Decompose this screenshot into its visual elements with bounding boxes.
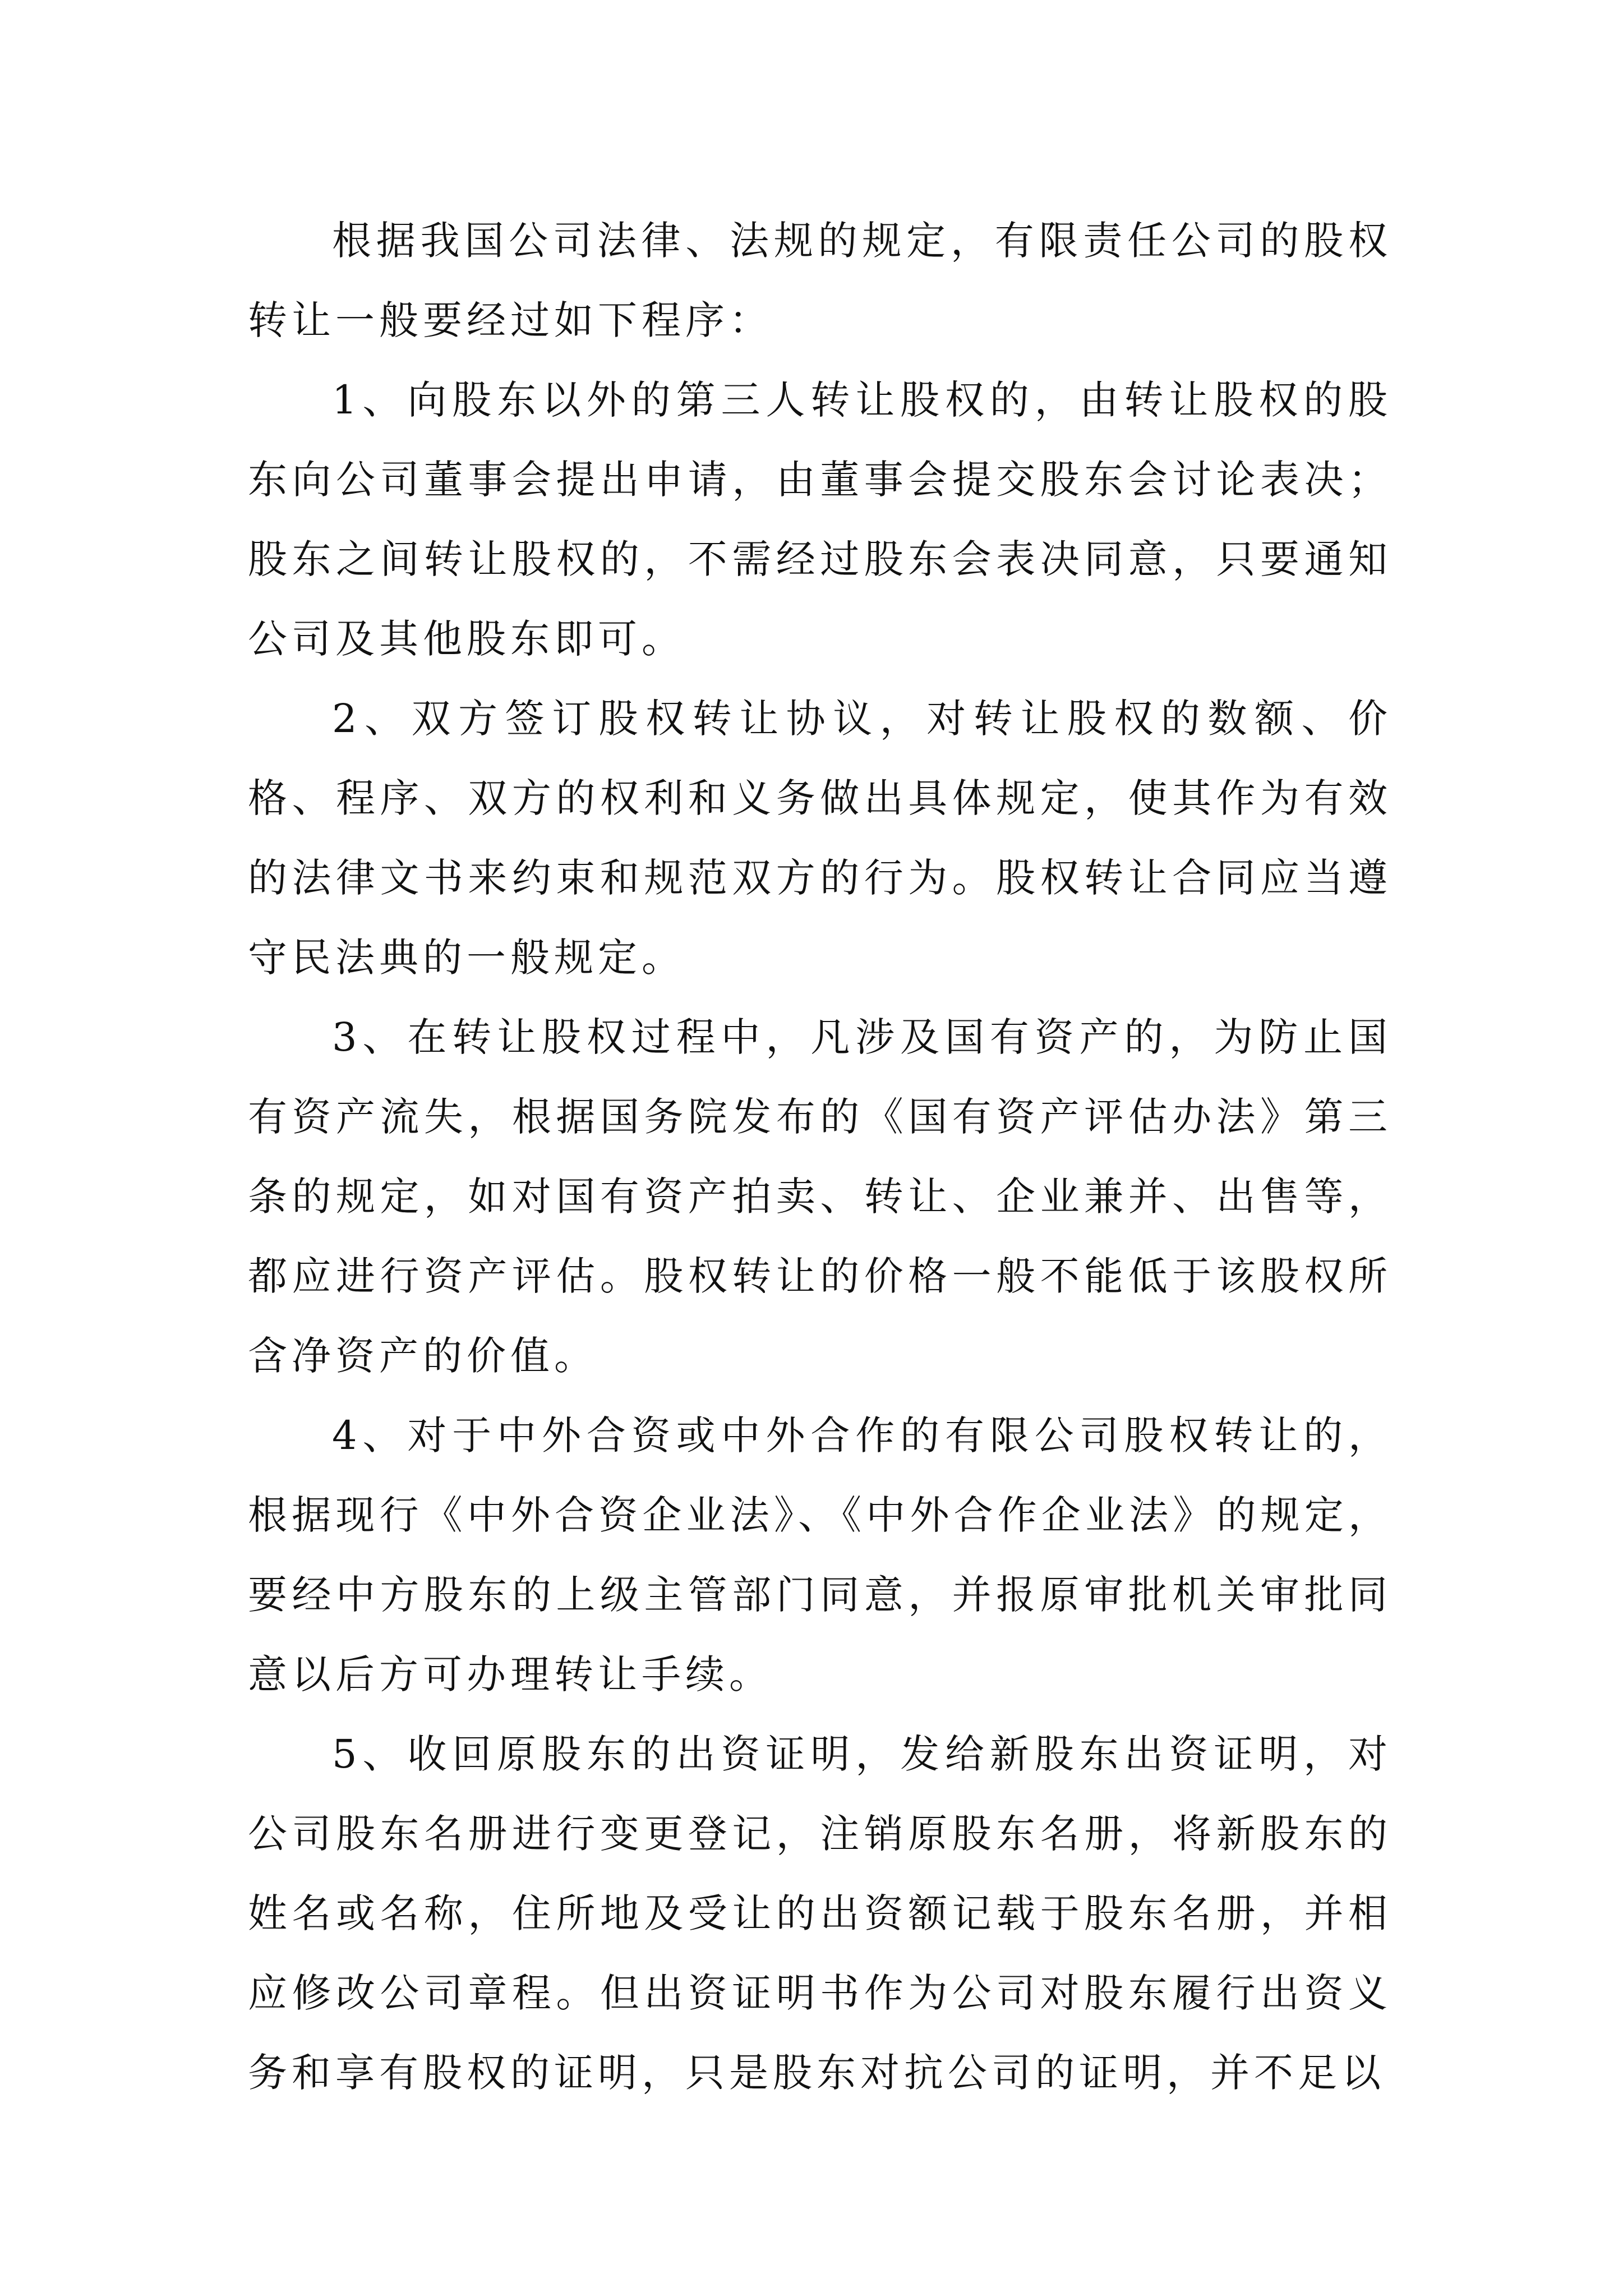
paragraph-step-5: 5、收回原股东的出资证明，发给新股东出资证明，对公司股东名册进行变更登记，注销原股东名册，将新股东的姓名或名称，住所地及受让的出资额记载于股东名册，并相应修改公司章程。但出资证明书作为公司对股东履行出资义务和享有股权的证明，只是股东对抗公司的证明，并不足以 <box>248 1731 1392 2096</box>
paragraph-step-3: 3、在转让股权过程中，凡涉及国有资产的，为防止国有资产流失，根据国务院发布的《国有资产评估办法》第三条的规定，如对国有资产拍卖、转让、企业兼并、出售等，都应进行资产评估。股权转让的价格一般不能低于该股权所含净资产的价值。 <box>248 1014 1392 1379</box>
paragraph-intro: 根据我国公司法律、法规的规定，有限责任公司的股权转让一般要经过如下程序： <box>248 218 1392 343</box>
document-body <box>248 201 1392 2113</box>
paragraph-step-2: 2、双方签订股权转让协议，对转让股权的数额、价格、程序、双方的权利和义务做出具体规定，使其作为有效的法律文书来约束和规范双方的行为。股权转让合同应当遵守民法典的一般规定。 <box>248 696 1392 981</box>
paragraph-step-4: 4、对于中外合资或中外合作的有限公司股权转让的，根据现行《中外合资企业法》、《中外合作企业法》的规定，要经中方股东的上级主管部门同意，并报原审批机关审批同意以后方可办理转让手续。 <box>248 1412 1392 1697</box>
paragraph-step-1: 1、向股东以外的第三人转让股权的，由转让股权的股东向公司董事会提出申请，由董事会提交股东会讨论表决；股东之间转让股权的，不需经过股东会表决同意，只要通知公司及其他股东即可。 <box>248 377 1392 662</box>
